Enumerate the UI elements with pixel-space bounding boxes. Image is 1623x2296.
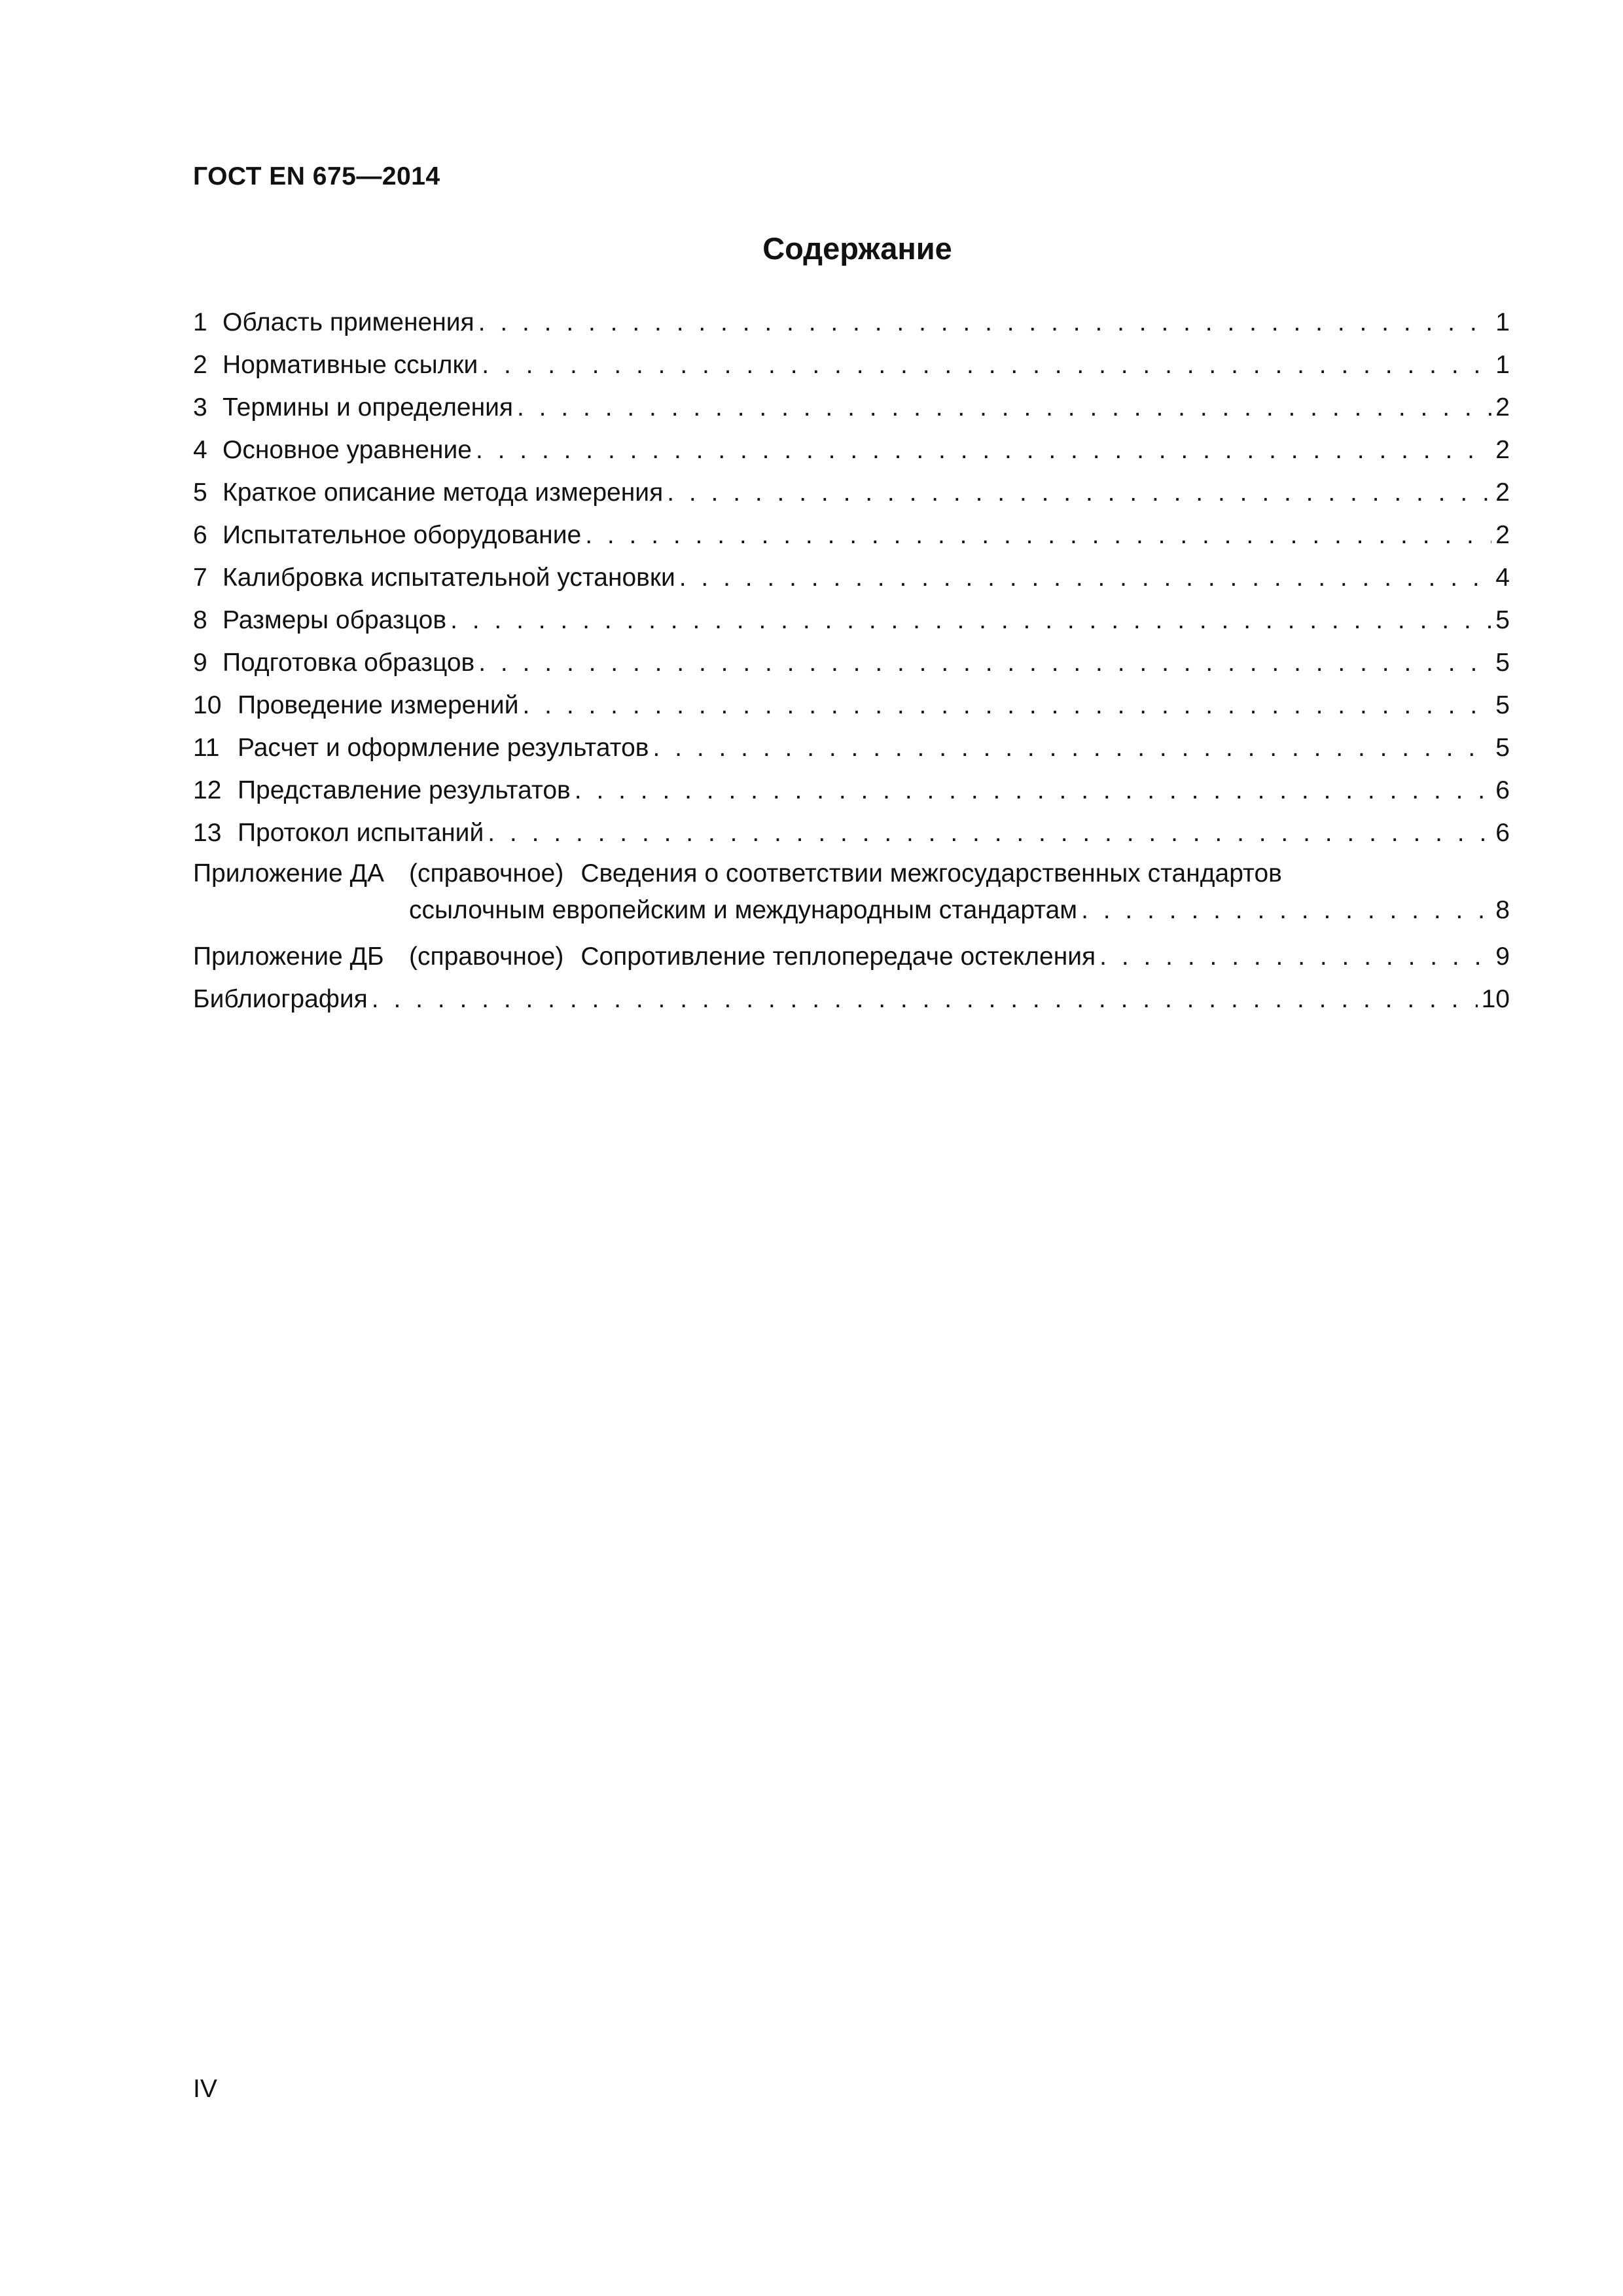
toc-entry-page: 5 <box>1495 734 1510 762</box>
dot-leader <box>585 514 1491 556</box>
dot-leader <box>679 556 1491 599</box>
toc-entry-label: Подготовка образцов <box>223 649 475 677</box>
toc-entry-number: 2 <box>193 351 207 379</box>
document-id: ГОСТ EN 675—2014 <box>193 162 440 190</box>
toc-entry-page: 5 <box>1495 691 1510 719</box>
toc-entry-label: Основное уравнение <box>223 436 472 464</box>
toc-entry-label: Протокол испытаний <box>238 819 484 847</box>
appendix-kind: (справочное) <box>409 942 564 971</box>
toc-entry-number: 7 <box>193 564 207 592</box>
toc-entry-10[interactable] <box>193 684 1510 726</box>
toc-entry-bibliography[interactable] <box>193 978 1510 1020</box>
toc-entry-label: Испытательное оборудование <box>223 521 582 549</box>
appendix-title-line1: Сведения о соответствии межгосударственных стандартов <box>580 859 1282 888</box>
toc-entry-number: 13 <box>193 819 222 847</box>
toc-entry-number: 1 <box>193 308 207 336</box>
toc-entry-label: Библиография <box>193 985 368 1013</box>
appendix-title-line1: Сопротивление теплопередаче остекления <box>580 942 1096 971</box>
toc-entry-label: Термины и определения <box>223 393 514 422</box>
toc-entry-label: Проведение измерений <box>238 691 519 719</box>
toc-entry-12[interactable] <box>193 769 1510 812</box>
dot-leader <box>653 726 1492 769</box>
toc-entry-9[interactable] <box>193 641 1510 684</box>
toc-entry-label: Представление результатов <box>238 776 571 804</box>
toc-entry-page: 1 <box>1495 351 1510 379</box>
toc-entry-page: 10 <box>1481 985 1510 1013</box>
dot-leader <box>667 471 1491 514</box>
toc-entry-page: 6 <box>1495 776 1510 804</box>
page-number: IV <box>193 2075 217 2103</box>
toc-entry-11[interactable] <box>193 726 1510 769</box>
toc-entry-7[interactable] <box>193 556 1510 599</box>
toc-entry-number: 4 <box>193 436 207 464</box>
toc-entry-number: 11 <box>193 734 220 762</box>
toc-entry-page: 2 <box>1495 478 1510 507</box>
toc-entry-appendix-da[interactable] <box>193 854 1510 935</box>
appendix-kind: (справочное) <box>409 859 564 888</box>
toc-entry-number: 9 <box>193 649 207 677</box>
toc-entry-page: 5 <box>1495 649 1510 677</box>
toc-entry-2[interactable] <box>193 344 1510 386</box>
appendix-title-line2: ссылочным европейским и международным стандартам <box>409 896 1078 924</box>
toc-entry-13[interactable] <box>193 812 1510 854</box>
appendix-prefix: Приложение ДА <box>193 859 385 888</box>
toc-entry-appendix-db[interactable] <box>193 935 1510 978</box>
toc-entry-4[interactable] <box>193 429 1510 471</box>
dot-leader <box>372 978 1478 1020</box>
toc-entry-label: Расчет и оформление результатов <box>238 734 649 762</box>
appendix-prefix: Приложение ДБ <box>193 942 384 971</box>
dot-leader <box>575 769 1491 812</box>
toc-entry-page: 4 <box>1495 564 1510 592</box>
dot-leader <box>482 344 1491 386</box>
toc-entry-label: Размеры образцов <box>223 606 447 634</box>
toc-entry-page: 8 <box>1495 896 1510 924</box>
dot-leader <box>488 812 1491 854</box>
toc-entry-page: 2 <box>1495 393 1510 422</box>
toc-entry-number: 5 <box>193 478 207 507</box>
dot-leader <box>517 386 1491 429</box>
dot-leader <box>476 429 1491 471</box>
toc-entry-8[interactable] <box>193 599 1510 641</box>
toc-entry-page: 2 <box>1495 436 1510 464</box>
dot-leader <box>478 641 1491 684</box>
toc-entry-3[interactable] <box>193 386 1510 429</box>
toc-entry-number: 6 <box>193 521 207 549</box>
toc-entry-label: Краткое описание метода измерения <box>223 478 664 507</box>
toc-entry-label: Область применения <box>223 308 474 336</box>
toc-entry-label: Калибровка испытательной установки <box>223 564 675 592</box>
dot-leader <box>1081 892 1491 929</box>
dot-leader <box>478 301 1491 344</box>
toc-title: Содержание <box>762 231 952 266</box>
toc-entry-6[interactable] <box>193 514 1510 556</box>
toc-entry-page: 2 <box>1495 521 1510 549</box>
toc-entry-5[interactable] <box>193 471 1510 514</box>
toc-entry-page: 6 <box>1495 819 1510 847</box>
toc-entry-label: Нормативные ссылки <box>223 351 478 379</box>
dot-leader <box>450 599 1491 641</box>
dot-leader <box>1099 935 1491 978</box>
toc-entry-page: 9 <box>1495 942 1510 971</box>
toc-entry-number: 12 <box>193 776 222 804</box>
table-of-contents <box>193 301 1510 1020</box>
toc-entry-number: 8 <box>193 606 207 634</box>
toc-entry-number: 10 <box>193 691 222 719</box>
toc-entry-page: 1 <box>1495 308 1510 336</box>
toc-entry-1[interactable] <box>193 301 1510 344</box>
toc-entry-page: 5 <box>1495 606 1510 634</box>
dot-leader <box>522 684 1491 726</box>
toc-entry-number: 3 <box>193 393 207 422</box>
